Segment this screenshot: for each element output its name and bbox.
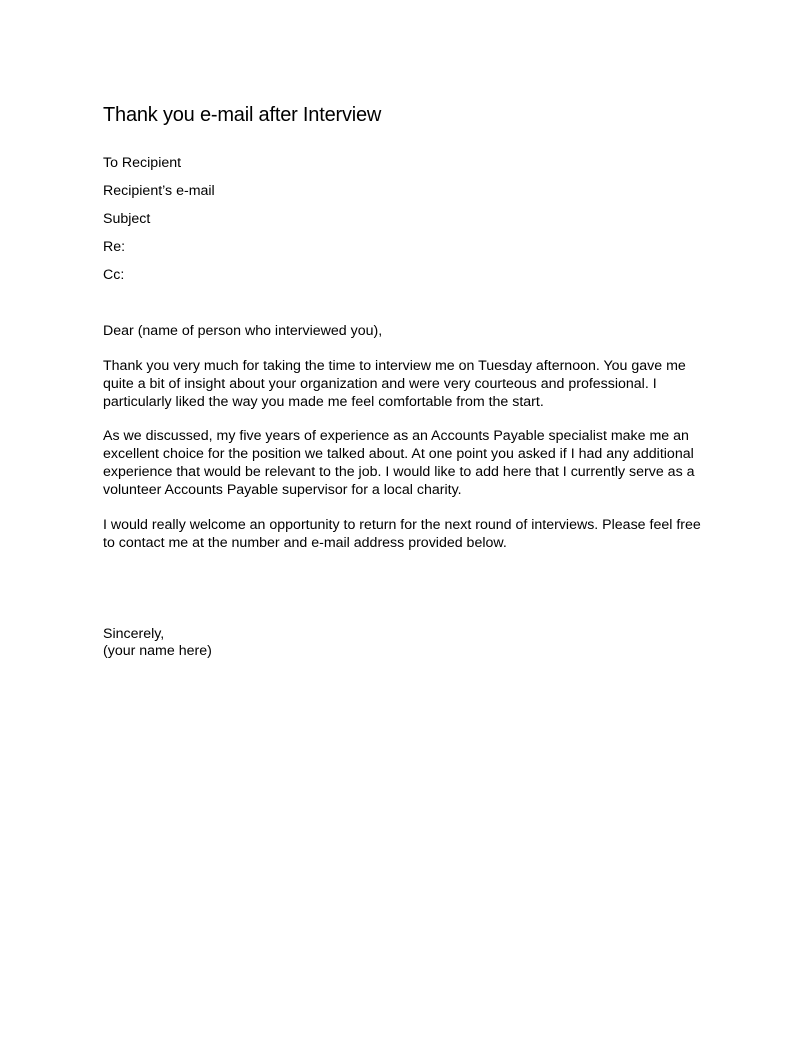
paragraph-line: Thank you very much for taking the time to interview me on Tuesday afternoon. You gave me <box>103 358 686 374</box>
paragraph-line: particularly liked the way you made me feel comfortable from the start. <box>103 394 544 410</box>
re-line: Re: <box>103 239 126 255</box>
closing: Sincerely, <box>103 626 165 642</box>
paragraph-line: quite a bit of insight about your organization and were very courteous and professional. I <box>103 376 657 392</box>
paragraph-line: I would really welcome an opportunity to return for the next round of interviews. Please feel free <box>103 517 701 533</box>
subject-line: Subject <box>103 211 151 227</box>
signature: (your name here) <box>103 643 212 659</box>
recipient-email-line: Recipient’s e-mail <box>103 183 215 199</box>
paragraph-line: excellent choice for the position we talked about. At one point you asked if I had any additional <box>103 446 694 462</box>
paragraph-line: experience that would be relevant to the job. I would like to add here that I currently serve as a <box>103 464 695 480</box>
document-title: Thank you e-mail after Interview <box>103 104 382 126</box>
to-recipient-line: To Recipient <box>103 155 182 171</box>
paragraph-experience <box>103 427 723 499</box>
paragraph-closing-request <box>103 516 723 552</box>
salutation: Dear (name of person who interviewed you), <box>103 323 383 339</box>
paragraph-line: volunteer Accounts Payable supervisor for a local charity. <box>103 482 462 498</box>
paragraph-thank-you <box>103 357 723 411</box>
paragraph-line: to contact me at the number and e-mail address provided below. <box>103 535 507 551</box>
paragraph-line: As we discussed, my five years of experience as an Accounts Payable specialist make me an <box>103 428 689 444</box>
cc-line: Cc: <box>103 267 125 283</box>
